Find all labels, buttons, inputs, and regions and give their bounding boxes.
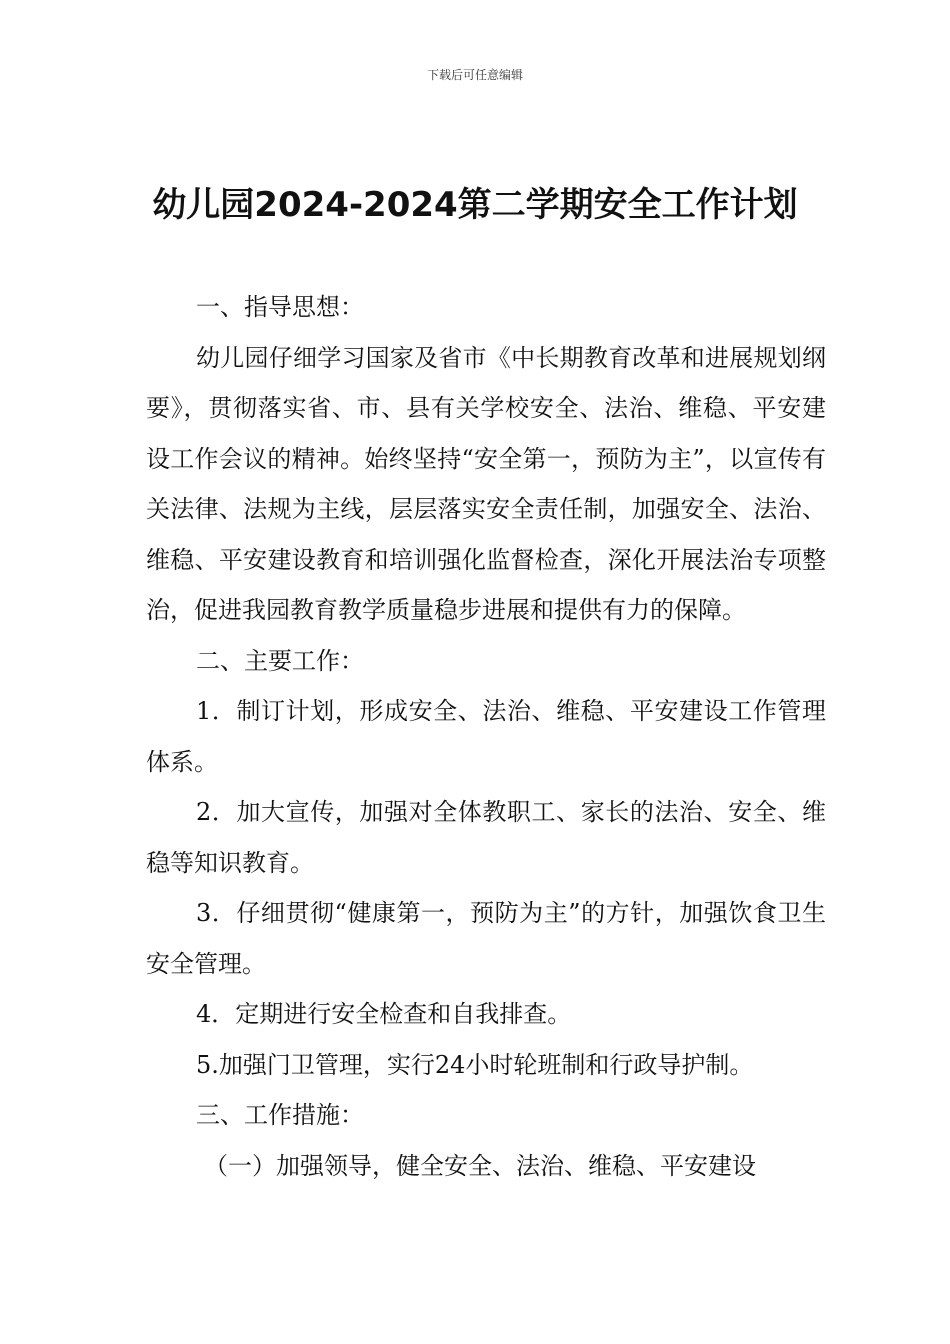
section-1-heading: 一、指导思想： (196, 293, 364, 321)
section-2-item-2: 2．加大宣传，加强对全体教职工、家长的法治、安全、维稳等知识教育。 (146, 798, 826, 877)
section-2-item-1: 1．制订计划，形成安全、法治、维稳、平安建设工作管理体系。 (146, 697, 826, 776)
section-2-heading: 二、主要工作： (196, 646, 364, 675)
section-2-item-4: 4．定期进行安全检查和自我排查。 (196, 1000, 572, 1028)
section-2-item-3: 3．仔细贯彻“健康第一，预防为主”的方针，加强饮食卫生安全管理。 (146, 899, 826, 978)
section-3-heading: 三、工作措施： (196, 1101, 364, 1129)
section-3-subheading-1: （一）加强领导，健全安全、法治、维稳、平安建设 (204, 1151, 756, 1180)
page-header-note: 下载后可任意编辑 (426, 68, 523, 82)
section-2-item-5: 5.加强门卫管理，实行24小时轮班制和行政导护制。 (196, 1050, 754, 1079)
document-body (146, 282, 826, 1191)
section-1-paragraph: 幼儿园仔细学习国家及省市《中长期教育改革和进展规划纲要》，贯彻落实省、市、县有关学校安全、法治、维稳、平安建设工作会议的精神。始终坚持“安全第一，预防为主”，以宣传有关法律、法规为主线，层层落实安全责任制，加强安全、法治、维稳、平安建设教育和培训强化监督检查，深化开展法治专项整治，促进我园教育教学质量稳步进展和提供有力的保障。 (146, 343, 826, 624)
document-title: 幼儿园2024-2024第二学期安全工作计划 (152, 185, 798, 225)
